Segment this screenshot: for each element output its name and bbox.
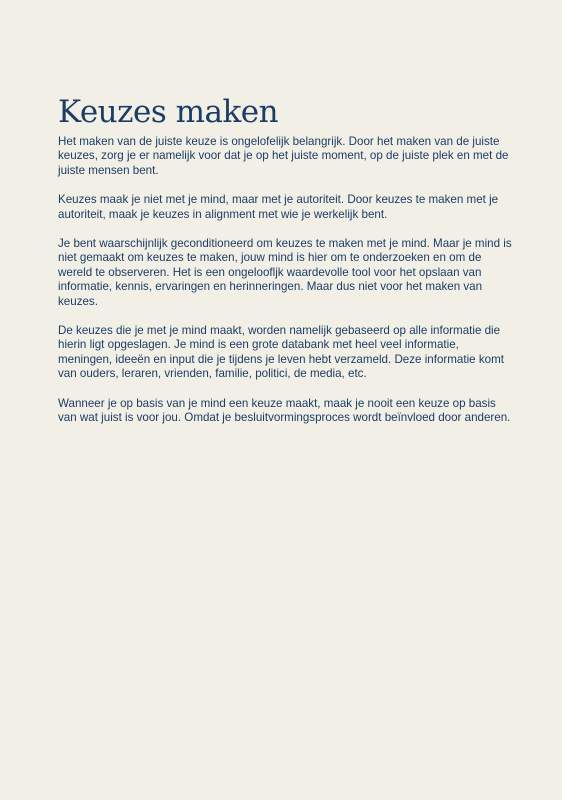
paragraph-1: Het maken van de juiste keuze is ongelofelijk belangrijk. Door het maken van de juiste keuzes, zorg je er namelijk voor dat je op het juiste moment, op de juiste plek en met de juiste mensen bent. [58, 135, 509, 177]
paragraph-4: De keuzes die je met je mind maakt, worden namelijk gebaseerd op alle informatie die hierin ligt opgeslagen. Je mind is een grote databank met heel veel informatie, meningen, ideeën en input die je tijdens je leven hebt verzameld. Deze informatie komt van ouders, leraren, vrienden, familie, politici, de media, etc. [58, 324, 504, 381]
page-title: Keuzes maken [58, 94, 279, 130]
paragraph-5: Wanneer je op basis van je mind een keuze maakt, maak je nooit een keuze op basis van wat juist is voor jou. Omdat je besluitvormingsproces wordt beïnvloed door anderen. [58, 396, 511, 425]
paragraph-2: Keuzes maak je niet met je mind, maar met je autoriteit. Door keuzes te maken met je autoriteit, maak je keuzes in alignment met wie je werkelijk bent. [58, 193, 499, 221]
paragraph-3: Je bent waarschijnlijk geconditioneerd om keuzes te maken met je mind. Maar je mind is niet gemaakt om keuzes te maken, jouw mind is hier om te onderzoeken en om de wereld te observeren. Het is een ongeloofljk waardevolle tool voor het opslaan van informatie, kennis, ervaringen en herinneringen. Maar dus niet voor het maken van keuzes. [58, 237, 512, 308]
